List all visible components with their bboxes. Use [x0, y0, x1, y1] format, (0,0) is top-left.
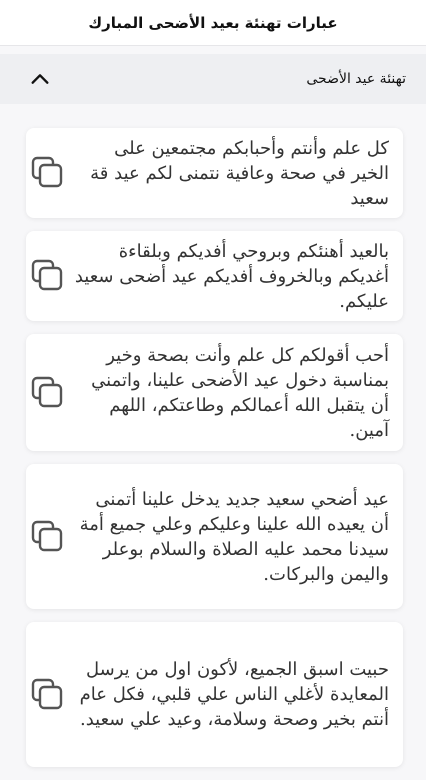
copy-icon: [30, 519, 66, 555]
app-bar: [0, 0, 426, 46]
message-text: أحب أقولكم كل علم وأنت بصحة وخير بمناسبة دخول عيد الأضحى علينا، واتمني أن يتقبل الله أعمالكم وطاعتكم، اللهم آمين.: [91, 344, 389, 441]
message-text: عيد أضحي سعيد جديد يدخل علينا أتمنى أن يعيده الله علينا وعليكم وعلي جميع أمة سيدنا محمد عليه الصلاة والسلام بوعلر واليمن والبركات.: [79, 488, 389, 585]
copy-button[interactable]: [28, 675, 68, 715]
copy-icon: [30, 375, 66, 411]
message-card: [26, 334, 403, 451]
message-card: [26, 622, 403, 767]
message-card: [26, 128, 403, 218]
message-list: [26, 128, 403, 780]
copy-icon: [30, 677, 66, 713]
section-title: تهنئة عيد الأضحى: [306, 71, 406, 87]
page-title: عبارات تهنئة بعيد الأضحى المبارك: [88, 13, 338, 32]
copy-icon: [30, 155, 66, 191]
message-card: [26, 464, 403, 609]
message-text: كل علم وأنتم وأحبابكم مجتمعين على الخير في صحة وعافية نتمنى لكم عيد قة سعيد: [90, 137, 389, 209]
copy-icon: [30, 258, 66, 294]
copy-button[interactable]: [28, 373, 68, 413]
copy-button[interactable]: [28, 517, 68, 557]
message-text: بالعيد أهنئكم وبروحي أفديكم وبلقاءة أغديكم وبالخروف أفديكم عيد أضحى سعيد عليكم.: [74, 240, 389, 312]
copy-button[interactable]: [28, 153, 68, 193]
chevron-up-icon[interactable]: [28, 67, 52, 91]
message-card: [26, 231, 403, 321]
message-text: حبيت اسبق الجميع، لأكون اول من يرسل المعايدة لأغلي الناس علي قلبي، فكل عام أنتم بخير وصحة وسلامة، وعيد علي سعيد.: [79, 659, 389, 730]
section-header-eid-greetings[interactable]: [0, 54, 426, 104]
copy-button[interactable]: [28, 256, 68, 296]
